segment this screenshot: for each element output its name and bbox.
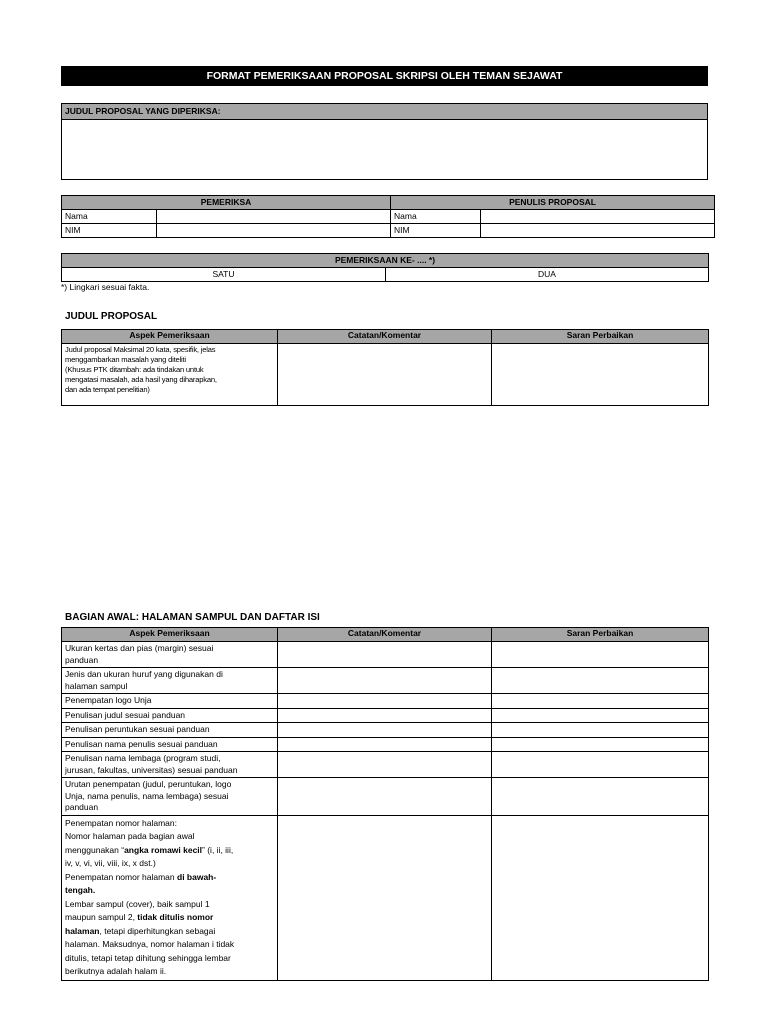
pemeriksaan-ke-header: PEMERIKSAAN KE- .... *): [62, 254, 709, 268]
text-run: , tetapi diperhitungkan sebagai: [99, 925, 216, 936]
table-row: [62, 815, 709, 980]
bold-run: tidak ditulis nomor: [137, 912, 214, 922]
aspek-line: Judul proposal Maksimal 20 kata, spesifik, jelas: [65, 345, 216, 354]
penulis-nim-label: NIM: [391, 224, 481, 238]
catatan-cell[interactable]: [278, 815, 492, 980]
penulis-header: PENULIS PROPOSAL: [391, 196, 715, 210]
aspek-line: panduan: [65, 802, 99, 812]
aspek-line: halaman. Maksudnya, nomor halaman i tidak: [65, 939, 235, 949]
saran-cell[interactable]: [492, 778, 709, 816]
aspek-line: (Khusus PTK ditambah: ada tindakan untuk: [65, 365, 204, 374]
saran-cell[interactable]: [492, 752, 709, 778]
table-row: [62, 344, 709, 406]
table-row: [62, 752, 709, 778]
aspek-line: mengatasi masalah, ada hasil yang diharapkan,: [65, 375, 217, 384]
document-title: FORMAT PEMERIKSAAN PROPOSAL SKRIPSI OLEH TEMAN SEJAWAT: [61, 66, 708, 86]
table-row: [62, 708, 709, 723]
judul-proposal-label: JUDUL PROPOSAL YANG DIPERIKSA:: [62, 104, 707, 120]
saran-cell[interactable]: [492, 708, 709, 723]
catatan-cell[interactable]: [278, 737, 492, 752]
pemeriksa-nim-field[interactable]: [157, 224, 391, 238]
penulis-nim-field[interactable]: [481, 224, 715, 238]
col-saran: Saran Perbaikan: [492, 628, 709, 642]
saran-cell[interactable]: [492, 737, 709, 752]
aspek-line: Jenis dan ukuran huruf yang digunakan di: [65, 669, 223, 679]
pemeriksa-nama-label: Nama: [62, 210, 157, 224]
catatan-cell[interactable]: [278, 668, 492, 694]
section-title-judul: JUDUL PROPOSAL: [65, 311, 158, 322]
text-run: maupun sampul 2,: [65, 912, 138, 922]
text-run: menggunakan “: [65, 844, 125, 855]
aspek-line: Ukuran kertas dan pias (margin) sesuai: [65, 643, 214, 653]
bold-run: angka romawi kecil: [124, 844, 203, 855]
aspek-cell: Penulisan judul sesuai panduan: [62, 708, 278, 723]
people-table: [61, 195, 715, 238]
aspek-line: [65, 871, 274, 885]
col-aspek: Aspek Pemeriksaan: [62, 330, 278, 344]
aspek-cell: [62, 815, 278, 980]
pemeriksa-nim-label: NIM: [62, 224, 157, 238]
catatan-cell[interactable]: [278, 344, 492, 406]
pemeriksaan-ke-table: [61, 253, 709, 282]
aspek-cell: [62, 344, 278, 406]
table-row: [62, 642, 709, 668]
aspek-cell: Penempatan logo Unja: [62, 694, 278, 709]
aspek-cell: Penulisan nama penulis sesuai panduan: [62, 737, 278, 752]
table-row: [62, 668, 709, 694]
catatan-cell[interactable]: [278, 642, 492, 668]
catatan-cell[interactable]: [278, 723, 492, 738]
bold-run: di bawah-: [177, 871, 217, 882]
saran-cell[interactable]: [492, 344, 709, 406]
aspek-line: Unja, nama penulis, nama lembaga) sesuai: [65, 790, 229, 801]
awal-review-table: [61, 627, 709, 981]
aspek-line: Urutan penempatan (judul, peruntukan, logo: [65, 779, 232, 789]
penulis-nama-field[interactable]: [481, 210, 715, 224]
aspek-line: ditulis, tetapi tetap dihitung sehingga lembar: [65, 952, 231, 963]
table-row: [62, 723, 709, 738]
catatan-cell[interactable]: [278, 778, 492, 816]
table-row: [62, 694, 709, 709]
aspek-line: dan ada tempat penelitian): [65, 385, 150, 394]
aspek-cell: [62, 752, 278, 778]
penulis-nama-label: Nama: [391, 210, 481, 224]
text-run: Penempatan nomor halaman: [65, 871, 177, 882]
bold-run: tengah.: [65, 885, 96, 895]
aspek-line: halaman sampul: [65, 680, 128, 691]
bold-run: halaman: [65, 925, 100, 936]
aspek-line: panduan: [65, 654, 99, 665]
aspek-line: Penempatan nomor halaman:: [65, 817, 177, 828]
aspek-line: menggambarkan masalah yang diteliti: [65, 355, 186, 364]
footnote: *) Lingkari sesuai fakta.: [61, 282, 150, 292]
aspek-cell: [62, 668, 278, 694]
aspek-line: [65, 925, 274, 939]
judul-proposal-box: [61, 103, 708, 180]
catatan-cell[interactable]: [278, 752, 492, 778]
judul-review-table: [61, 329, 709, 406]
saran-cell[interactable]: [492, 668, 709, 694]
pemeriksa-nama-field[interactable]: [157, 210, 391, 224]
aspek-line: Lembar sampul (cover), baik sampul 1: [65, 898, 210, 909]
aspek-line: jurusan, fakultas, universitas) sesuai panduan: [65, 764, 238, 775]
pemeriksa-header: PEMERIKSA: [62, 196, 391, 210]
catatan-cell[interactable]: [278, 708, 492, 723]
option-dua[interactable]: DUA: [386, 268, 709, 282]
saran-cell[interactable]: [492, 723, 709, 738]
col-catatan: Catatan/Komentar: [278, 330, 492, 344]
aspek-line: [65, 911, 274, 925]
aspek-line: [65, 884, 274, 898]
col-saran: Saran Perbaikan: [492, 330, 709, 344]
saran-cell[interactable]: [492, 694, 709, 709]
col-aspek: Aspek Pemeriksaan: [62, 628, 278, 642]
aspek-line: berikutnya adalah halam ii.: [65, 966, 167, 976]
table-row: [62, 737, 709, 752]
aspek-line: Nomor halaman pada bagian awal: [65, 831, 195, 841]
section-title-awal: BAGIAN AWAL: HALAMAN SAMPUL DAN DAFTAR ISI: [65, 612, 320, 623]
aspek-line: [65, 844, 274, 858]
catatan-cell[interactable]: [278, 694, 492, 709]
saran-cell[interactable]: [492, 642, 709, 668]
aspek-line: Penulisan nama lembaga (program studi,: [65, 753, 221, 763]
table-row: [62, 778, 709, 816]
option-satu[interactable]: SATU: [62, 268, 386, 282]
aspek-line: iv, v, vi, vii, viii, ix, x dst.): [65, 858, 156, 868]
text-run: ” (i, ii, iii,: [202, 844, 234, 855]
aspek-cell: [62, 642, 278, 668]
aspek-cell: Penulisan peruntukan sesuai panduan: [62, 723, 278, 738]
aspek-cell: [62, 778, 278, 816]
saran-cell[interactable]: [492, 815, 709, 980]
col-catatan: Catatan/Komentar: [278, 628, 492, 642]
